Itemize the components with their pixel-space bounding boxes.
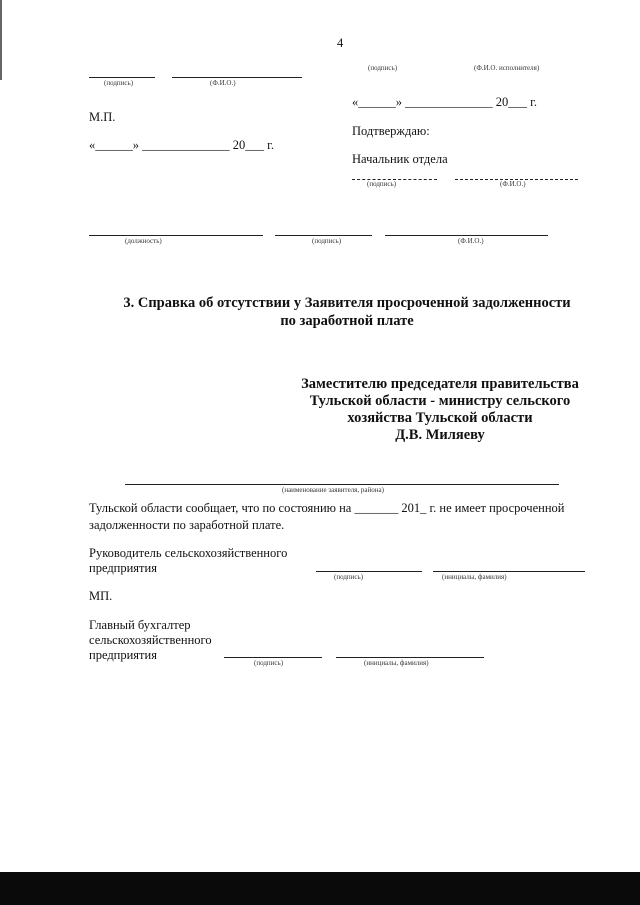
date-line: «______» ______________ 20___ г. bbox=[89, 138, 274, 152]
stamp-label: М.П. bbox=[89, 110, 116, 124]
addressee-line: хозяйства Тульской области bbox=[347, 410, 533, 426]
head-label: Руководитель сельскохозяйственного bbox=[89, 546, 288, 560]
confirm-label: Подтверждаю: bbox=[352, 124, 430, 138]
section-heading: 3. Справка об отсутствии у Заявителя просроченной задолженности bbox=[123, 295, 571, 311]
signature-line bbox=[224, 657, 322, 658]
head-label-cont: предприятия bbox=[89, 561, 157, 575]
caption-name: (инициалы, фамилия) bbox=[442, 573, 507, 581]
signature-line bbox=[89, 77, 155, 78]
scan-edge-mark bbox=[0, 0, 2, 80]
signature-line bbox=[275, 235, 372, 236]
caption-signature: (подпись) bbox=[104, 79, 134, 87]
caption-signature: (подпись) bbox=[334, 573, 364, 581]
fio-line bbox=[172, 77, 302, 78]
accountant-label-cont: предприятия bbox=[89, 648, 157, 662]
stamp-label: МП. bbox=[89, 589, 113, 603]
signature-line bbox=[316, 571, 422, 572]
name-line bbox=[336, 657, 484, 658]
applicant-line bbox=[125, 484, 559, 485]
caption-signature: (подпись) bbox=[368, 64, 398, 72]
caption-signature: (подпись) bbox=[312, 237, 342, 245]
accountant-label: Главный бухгалтер bbox=[89, 618, 191, 632]
caption-fio: (Ф.И.О.) bbox=[210, 79, 236, 87]
statement-text-cont: задолженности по заработной плате. bbox=[89, 518, 285, 532]
caption-position: (должность) bbox=[125, 237, 162, 245]
statement-text: Тульской области сообщает, что по состоянию на _______ 201_ г. не имеет просроченной bbox=[89, 501, 565, 515]
addressee-line: Тульской области - министру сельского bbox=[309, 393, 571, 409]
name-line bbox=[433, 571, 585, 572]
addressee-name: Д.В. Миляеву bbox=[395, 427, 485, 443]
section-heading-cont: по заработной плате bbox=[280, 313, 414, 329]
caption-applicant: (наименование заявителя, района) bbox=[282, 486, 384, 494]
position-line bbox=[89, 235, 263, 236]
caption-signature: (подпись) bbox=[254, 659, 284, 667]
caption-fio: (Ф.И.О.) bbox=[500, 180, 526, 188]
fio-line bbox=[385, 235, 548, 236]
position-label: Начальник отдела bbox=[352, 152, 448, 166]
date-line: «______» ______________ 20___ г. bbox=[352, 95, 537, 109]
caption-fio-executor: (Ф.И.О. исполнителя) bbox=[474, 64, 540, 72]
caption-signature: (подпись) bbox=[367, 180, 397, 188]
caption-fio: (Ф.И.О.) bbox=[458, 237, 484, 245]
page-number: 4 bbox=[337, 36, 344, 50]
accountant-label-cont: сельскохозяйственного bbox=[89, 633, 212, 647]
caption-name: (инициалы, фамилия) bbox=[364, 659, 429, 667]
addressee-line: Заместителю председателя правительства bbox=[301, 376, 579, 392]
scan-bottom-border bbox=[0, 872, 640, 905]
